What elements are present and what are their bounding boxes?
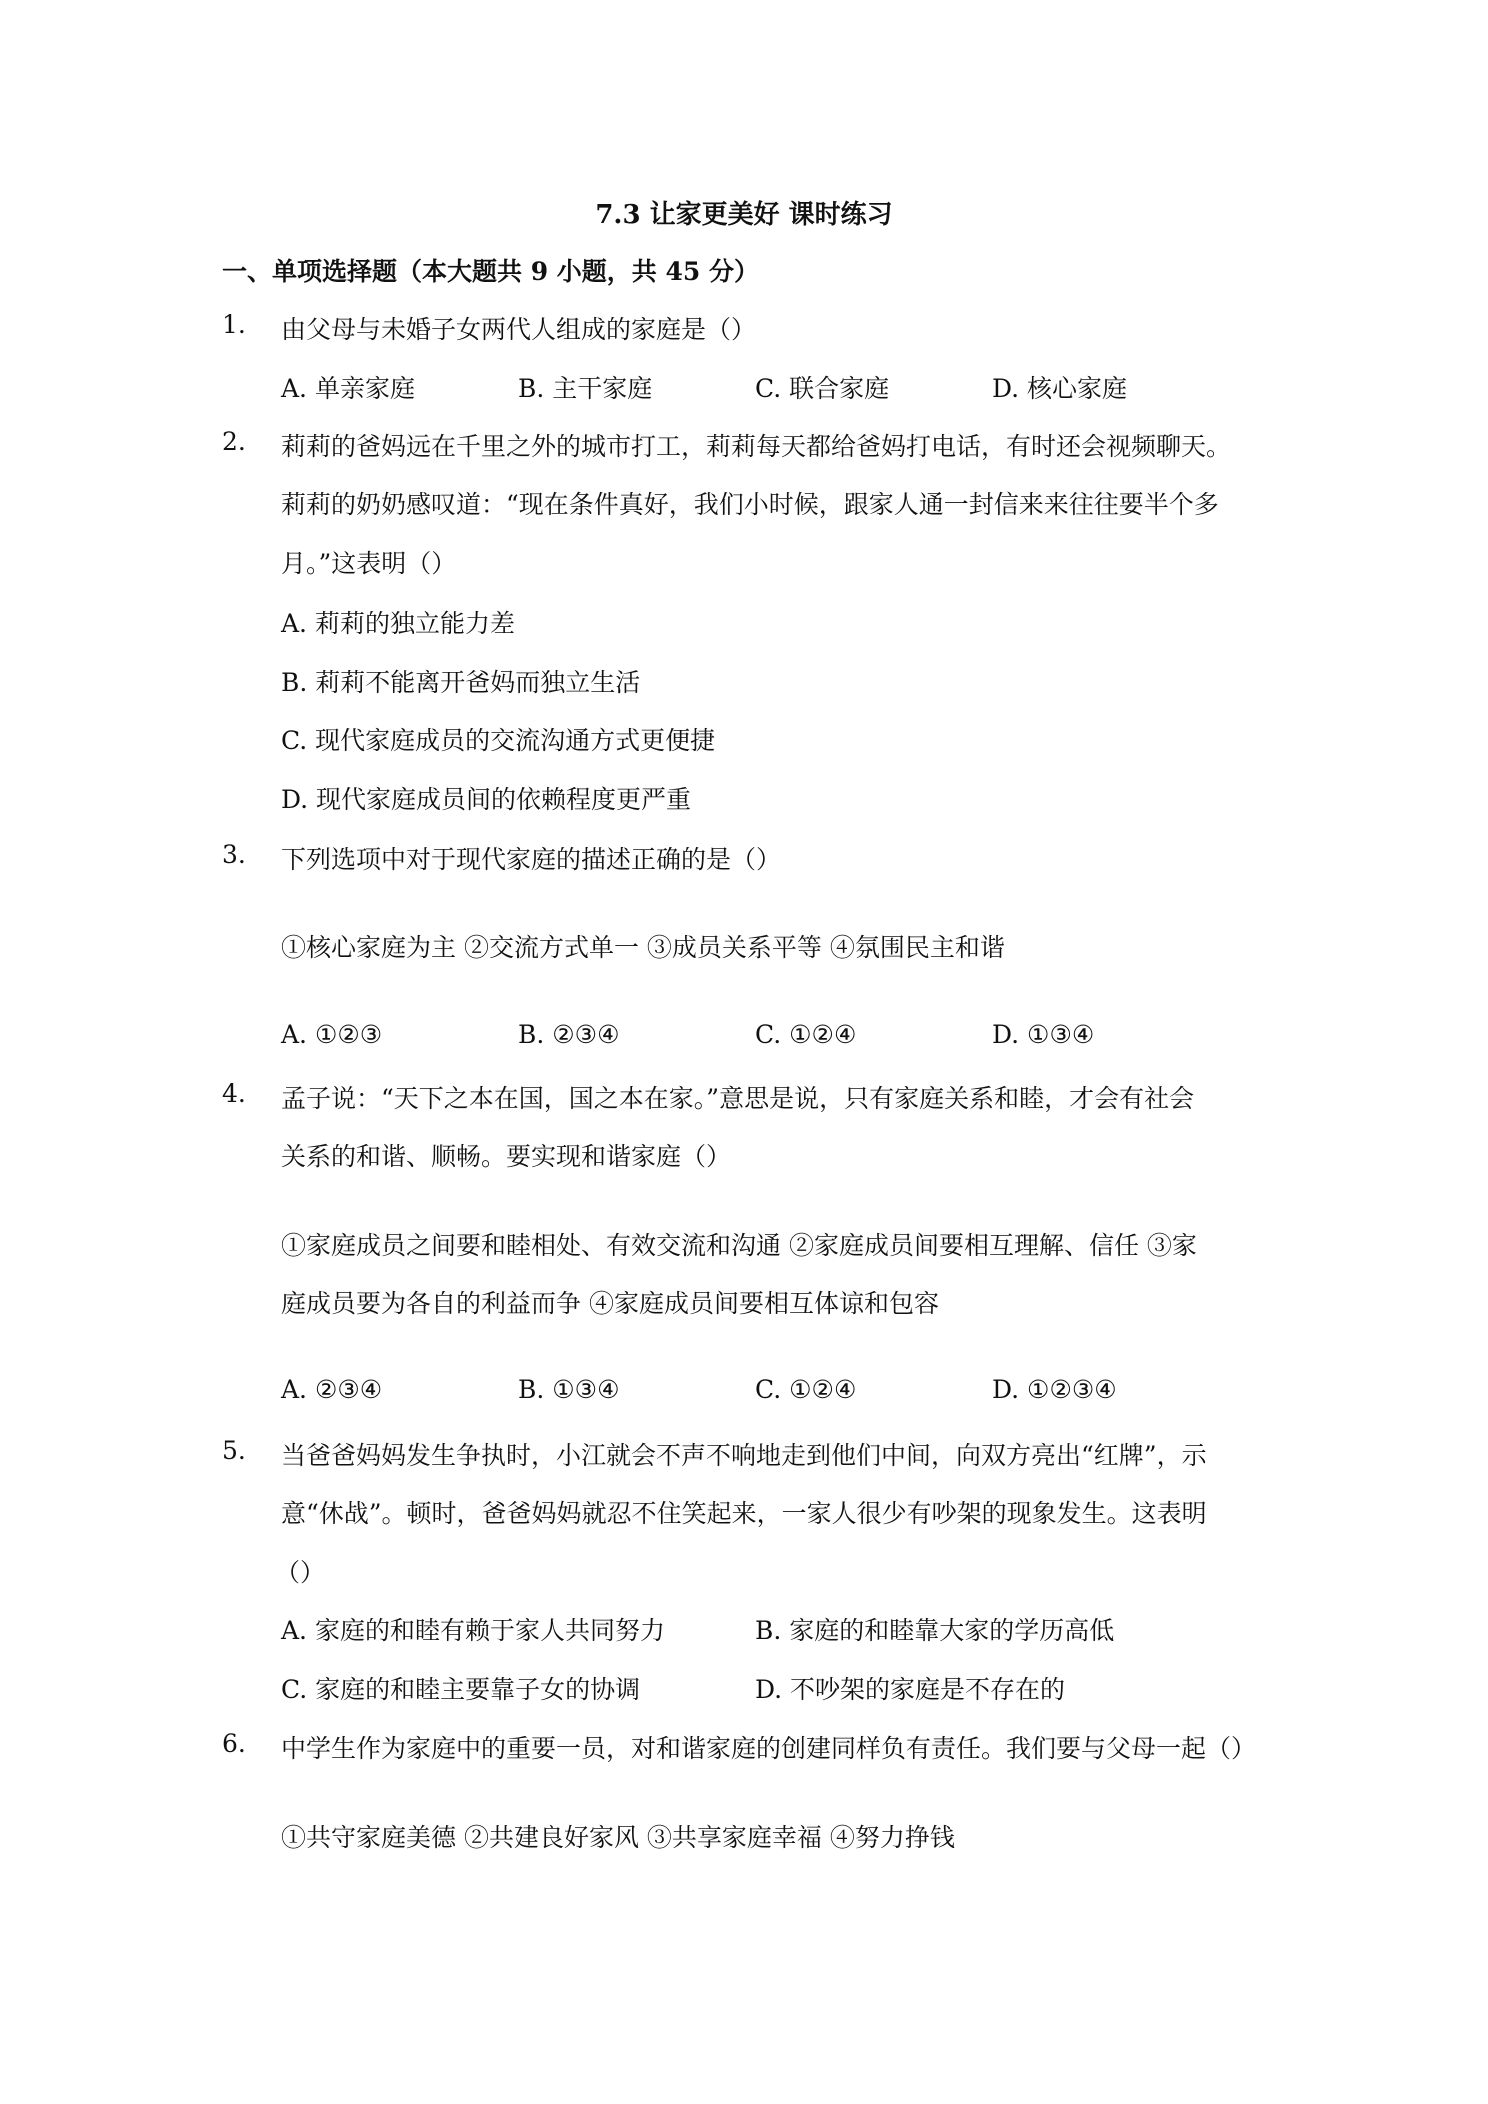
question-number: 2. xyxy=(222,427,246,456)
question-stem-line: （） xyxy=(275,1558,326,1587)
option-d: D. 核心家庭 xyxy=(992,374,1128,403)
option-d: D. 现代家庭成员间的依赖程度更严重 xyxy=(281,785,692,814)
option-b: B. 主干家庭 xyxy=(518,374,653,403)
question-number: 5. xyxy=(222,1436,246,1465)
option-c: C. 现代家庭成员的交流沟通方式更便捷 xyxy=(281,726,716,755)
question-stem-line: 月。”这表明（） xyxy=(281,549,457,578)
option-c: C. 联合家庭 xyxy=(755,374,890,403)
option-d: D. ①③④ xyxy=(992,1020,1095,1049)
question-stem-line: 莉莉的奶奶感叹道：“现在条件真好，我们小时候，跟家人通一封信来来往往要半个多 xyxy=(281,490,1219,519)
question-stem: 中学生作为家庭中的重要一员，对和谐家庭的创建同样负有责任。我们要与父母一起（） xyxy=(281,1734,1257,1763)
question-stem-line: 孟子说：“天下之本在国，国之本在家。”意思是说，只有家庭关系和睦，才会有社会 xyxy=(281,1084,1195,1113)
statement-list: ①核心家庭为主 ②交流方式单一 ③成员关系平等 ④氛围民主和谐 xyxy=(281,933,1005,962)
option-d: D. ①②③④ xyxy=(992,1375,1117,1404)
question-number: 1. xyxy=(222,310,246,339)
question-stem-line: 莉莉的爸妈远在千里之外的城市打工，莉莉每天都给爸妈打电话，有时还会视频聊天。 xyxy=(281,432,1232,461)
question-stem-line: 意“休战”。顿时，爸爸妈妈就忍不住笑起来，一家人很少有吵架的现象发生。这表明 xyxy=(281,1499,1207,1528)
option-a: A. 家庭的和睦有赖于家人共同努力 xyxy=(281,1616,665,1645)
section-heading: 一、单项选择题（本大题共 9 小题，共 45 分） xyxy=(222,257,760,286)
option-b: B. 莉莉不能离开爸妈而独立生活 xyxy=(281,668,641,697)
question-stem: 下列选项中对于现代家庭的描述正确的是（） xyxy=(281,845,782,874)
option-c: C. ①②④ xyxy=(755,1375,857,1404)
question-stem-line: 当爸爸妈妈发生争执时，小江就会不声不响地走到他们中间，向双方亮出“红牌”，示 xyxy=(281,1441,1207,1470)
statement-line: 庭成员要为各自的利益而争 ④家庭成员间要相互体谅和包容 xyxy=(281,1289,939,1318)
option-a: A. 单亲家庭 xyxy=(281,374,415,403)
statement-list: ①共守家庭美德 ②共建良好家风 ③共享家庭幸福 ④努力挣钱 xyxy=(281,1823,955,1852)
statement-line: ①家庭成员之间要和睦相处、有效交流和沟通 ②家庭成员间要相互理解、信任 ③家 xyxy=(281,1231,1197,1260)
question-number: 6. xyxy=(222,1729,246,1758)
option-a: A. 莉莉的独立能力差 xyxy=(281,609,515,638)
page-title: 7.3 让家更美好 课时练习 xyxy=(595,200,893,230)
option-a: A. ②③④ xyxy=(281,1375,383,1404)
option-c: C. ①②④ xyxy=(755,1020,857,1049)
question-stem-line: 关系的和谐、顺畅。要实现和谐家庭（） xyxy=(281,1142,732,1171)
question-number: 3. xyxy=(222,840,246,869)
option-a: A. ①②③ xyxy=(281,1020,383,1049)
option-d: D. 不吵架的家庭是不存在的 xyxy=(755,1675,1066,1704)
option-b: B. 家庭的和睦靠大家的学历高低 xyxy=(755,1616,1115,1645)
question-number: 4. xyxy=(222,1079,246,1108)
option-c: C. 家庭的和睦主要靠子女的协调 xyxy=(281,1675,641,1704)
option-b: B. ①③④ xyxy=(518,1375,620,1404)
question-stem: 由父母与未婚子女两代人组成的家庭是（） xyxy=(281,315,757,344)
option-b: B. ②③④ xyxy=(518,1020,620,1049)
